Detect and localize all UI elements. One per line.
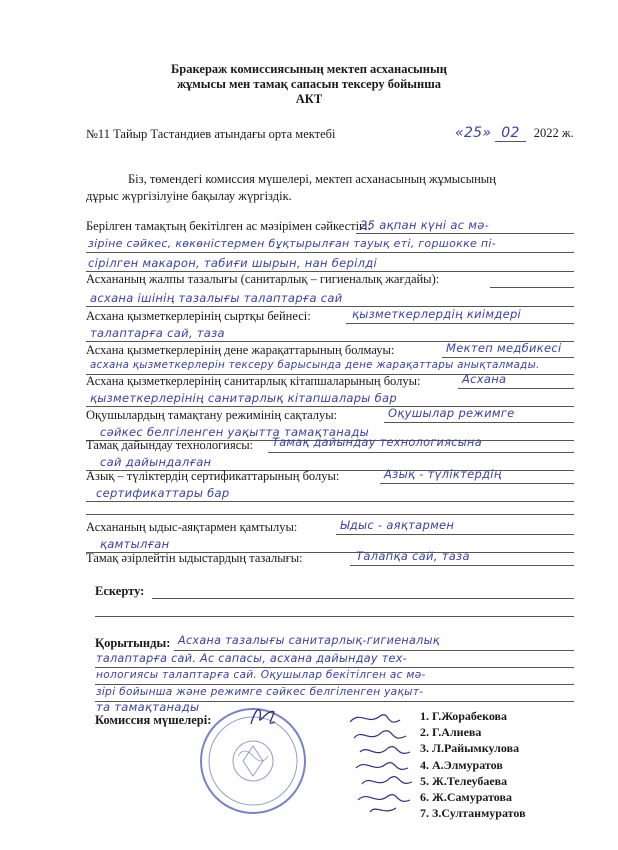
regime-hw-1: Оқушылар режимге (388, 406, 515, 420)
injury-label: Асхана қызметкерлерінің дене жарақаттарының болмауы: (86, 343, 395, 357)
act-title-line-2: жұмысы мен тамақ сапасын тексеру бойынша (176, 77, 442, 91)
appearance-hw-2: талаптарға сай, таза (90, 326, 225, 340)
appearance-label: Асхана қызметкерлерінің сыртқы бейнесі: (86, 309, 311, 323)
tech-label: Тамақ дайындау технологиясы: (86, 438, 254, 452)
note-label: Ескерту: (95, 584, 145, 598)
menu-label: Берілген тамақтың бекітілген ас мәзірімен сәйкестігі: (86, 219, 372, 233)
appearance-hw-1: қызметкерлердің киімдері (352, 307, 522, 321)
tech-hw-1: Тамақ дайындау технологиясына (272, 436, 482, 449)
member-5: 5. Ж.Телеубаева (420, 773, 508, 788)
signature-icon (248, 704, 278, 730)
conclusion-label: Қорытынды: (95, 636, 171, 650)
conclusion-hw-3: нологиясы талаптарға сай. Оқушылар бекітілген ас мә- (96, 669, 426, 681)
injury-hw-2: асхана қызметкерлерін тексеру барысында дене жарақаттары анықталмады. (90, 359, 540, 371)
menu-hw-2: зіріне сәйкес, көкөністермен бұқтырылған тауық еті, горшокке пі- (88, 237, 497, 250)
member-3: 3. Л.Райымкулова (420, 741, 520, 756)
sanbook-hw-2: қызметкерлерінің санитарлық кітапшалары бар (90, 391, 397, 405)
member-2: 2. Г.Алиева (420, 725, 482, 740)
conclusion-hw-4: зірі бойынша және режимге сәйкес белгіленген уақыт- (96, 686, 424, 698)
commission-label: Комиссия мүшелері: (95, 713, 212, 727)
intro-line-1: Біз, төмендегі комиссия мүшелері, мектеп асханасының жұмысының (128, 172, 496, 186)
menu-hw-3: сірілген макарон, табиғи шырын, нан берілді (88, 256, 377, 270)
signatures-icon (340, 708, 420, 820)
member-1: 1. Г.Жорабекова (420, 709, 508, 723)
cert-hw-2: сертификаттары бар (96, 486, 230, 500)
conclusion-hw-1: Асхана тазалығы санитарлық-гигиеналық (178, 634, 440, 647)
school-name: №11 Тайыр Тастандиев атындағы орта мектебі (86, 127, 336, 141)
injury-hw-1: Мектеп медбикесі (446, 341, 562, 355)
menu-hw-1: 25 ақпан күні ас мә- (360, 218, 490, 232)
act-title-line-3: АКТ (295, 92, 323, 106)
conclusion-hw-5: та тамақтанады (96, 700, 200, 714)
date-day: «25» (455, 125, 492, 141)
conclusion-hw-2: талаптарға сай. Ас сапасы, асхана дайындау тех- (96, 652, 407, 665)
cleanliness-label: Тамақ әзірлейтін ыдыстардың тазалығы: (86, 551, 303, 565)
regime-hw-2: сәйкес белгіленген уақытта тамақтанады (100, 425, 369, 439)
member-6: 6. Ж.Самуратова (420, 790, 512, 805)
date-year: 2022 ж. (533, 126, 574, 140)
commission-members (420, 708, 526, 821)
dishes-hw-2: қамтылған (100, 537, 170, 551)
hygiene-hw: асхана ішінің тазалығы талаптарға сай (90, 291, 343, 305)
dishes-hw-1: Ыдыс - аяқтармен (340, 518, 455, 532)
act-date (455, 124, 574, 142)
member-4: 4. А.Элмуратов (420, 757, 503, 772)
date-month: 02 (495, 125, 525, 142)
sanbook-label: Асхана қызметкерлерінің санитарлық кітапшаларының болуы: (86, 374, 421, 388)
member-7: 7. З.Султанмуратов (420, 806, 526, 821)
dishes-label: Асхананың ыдыс-аяқтармен қамтылуы: (86, 520, 298, 534)
cleanliness-hw: Талапқа сай, таза (356, 549, 470, 563)
hygiene-label: Асхананың жалпы тазалығы (санитарлық – гигиеналық жағдайы): (86, 272, 440, 286)
cert-hw-1: Азық - түліктердің (384, 467, 502, 481)
regime-label: Оқушылардың тамақтану режимінің сақталуы: (86, 408, 338, 422)
tech-hw-2: сай дайындалған (100, 455, 212, 469)
cert-label: Азық – түліктердің сертификаттарының болуы: (86, 469, 340, 483)
intro-line-2: дұрыс жүргізілуіне бақылау жүргіздік. (86, 189, 292, 203)
act-title-line-1: Бракераж комиссиясының мектеп асханасының (171, 62, 447, 76)
sanbook-hw-1: Асхана (462, 372, 507, 386)
